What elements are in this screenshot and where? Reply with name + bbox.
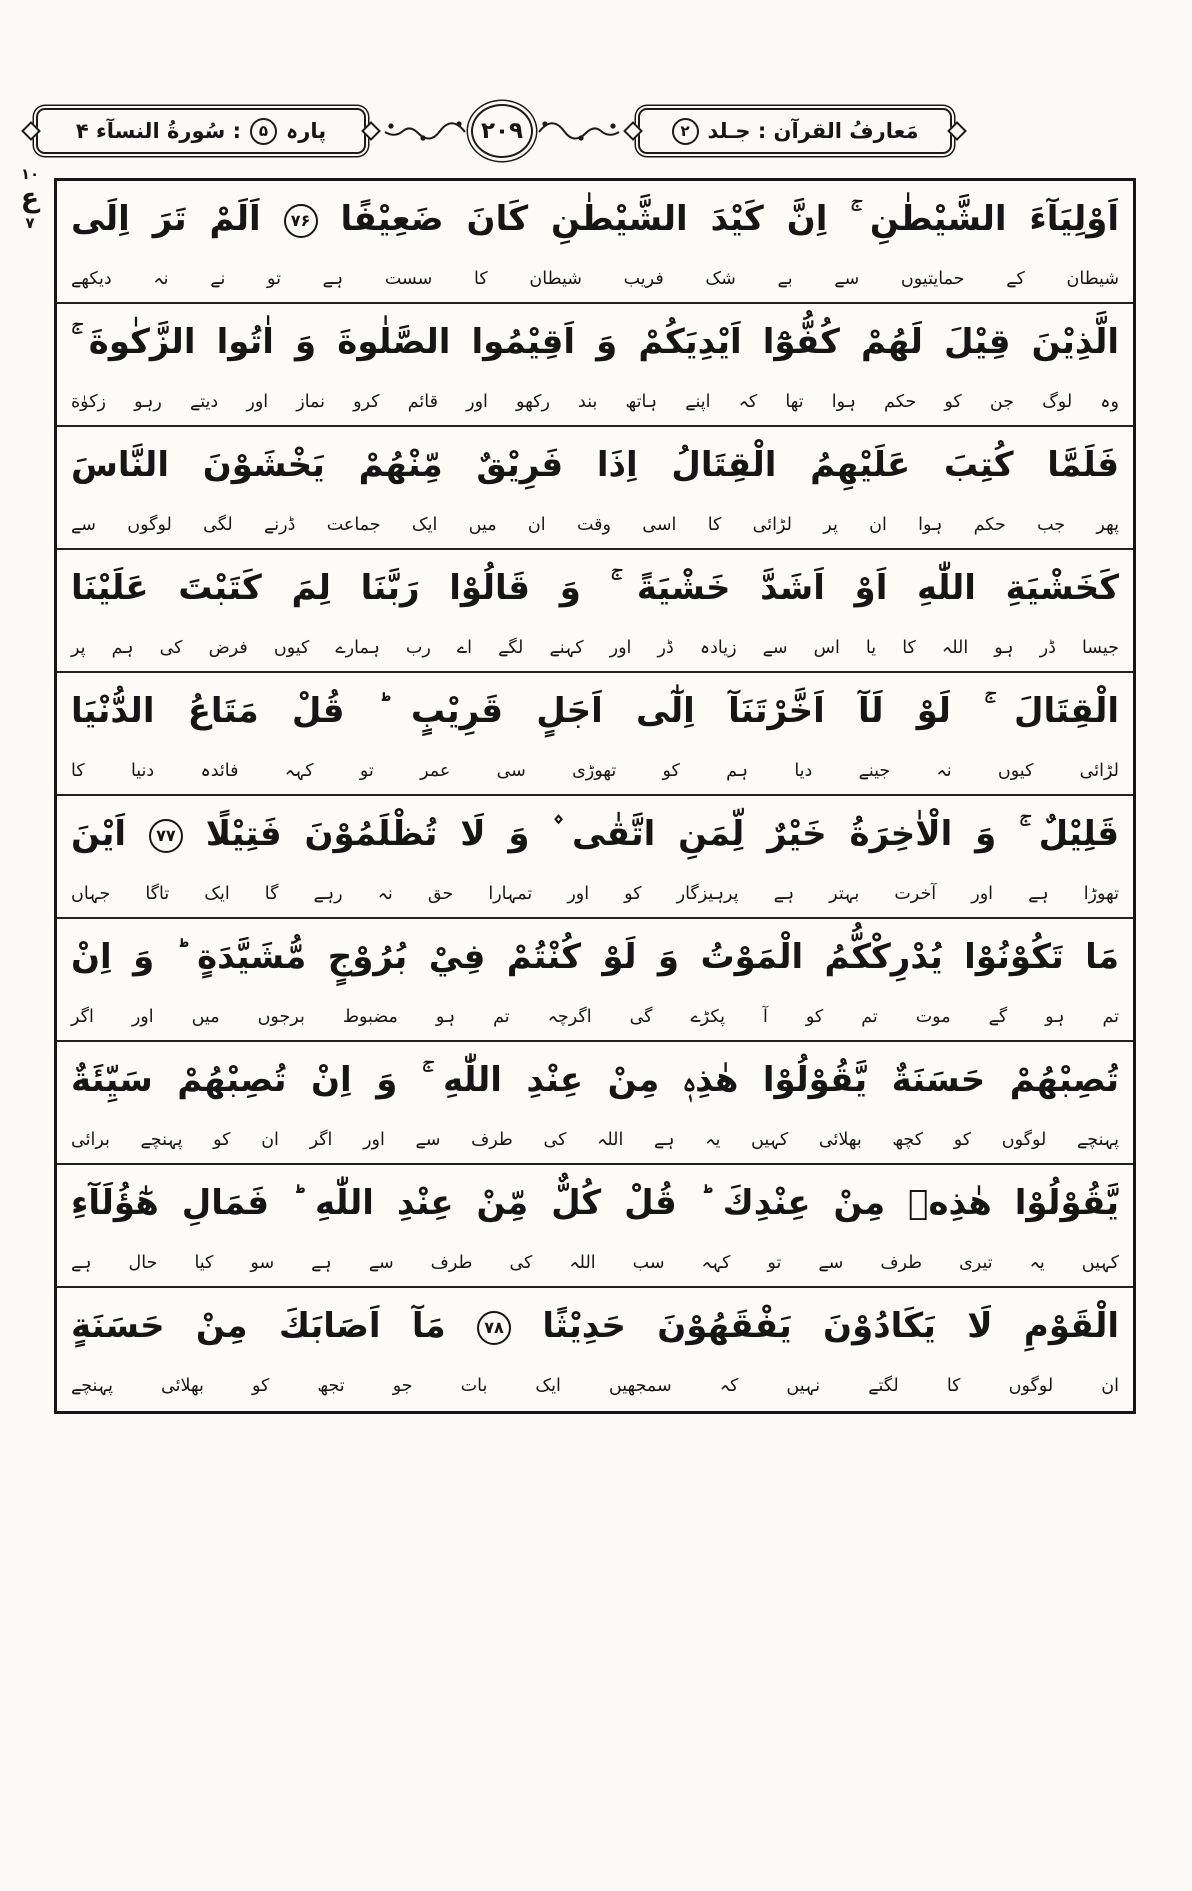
urdu-translation-line: شیطان کے حمایتیوں سے بے شک فریب شیطان کا سست ہے تو نے نہ دیکھے	[57, 259, 1133, 304]
urdu-translation-line: پہنچے لوگوں کو کچھ بھلائی کہیں یہ ہے اللہ کی طرف سے اور اگر ان کو پہنچے برائی	[57, 1120, 1133, 1165]
urdu-translation-line: تھوڑا ہے اور آخرت بہتر ہے پرہیزگار کو اور تمہارا حق نہ رہے گا ایک تاگا جہاں	[57, 874, 1133, 919]
margin-ruku-marks	[12, 166, 48, 232]
quran-arabic-line: الَّذِيْنَ قِيْلَ لَهُمْ كُفُّوْٓا اَيْدِيَكُمْ وَ اَقِيْمُوا الصَّلٰوةَ وَ اٰتُوا الزَّكٰوةَ ۚ	[71, 322, 1119, 362]
page-number: ۲۰۹	[471, 104, 533, 158]
arabic-verse-text: اَوْلِيَآءَ الشَّيْطٰنِ ۚ اِنَّ كَيْدَ الشَّيْطٰنِ كَانَ ضَعِيْفًا	[340, 199, 1119, 239]
surah-label: : سُورةُ النسآء ۴	[75, 119, 241, 143]
quran-arabic-line: الْقِتَالَ ۚ لَوْ لَآ اَخَّرْتَنَآ اِلٰٓى اَجَلٍ قَرِيْبٍ ؕ قُلْ مَتَاعُ الدُّنْيَا	[71, 691, 1119, 731]
book-title: مَعارفُ القرآن : جـلد	[707, 119, 919, 143]
ornament-flourish-left	[383, 111, 467, 151]
ruku-ain-mark: ع	[20, 183, 40, 214]
margin-number-top: ۱۰	[20, 165, 40, 183]
page-number-ornament	[383, 104, 621, 158]
arabic-verse-text: الْقَوْمِ لَا يَكَادُوْنَ يَفْقَهُوْنَ حَدِيْثًا	[542, 1306, 1120, 1346]
urdu-translation-line: تم ہو گے موت تم کو آ پکڑے گی اگرچہ تم ہو مضبوط برجوں میں اور اگر	[57, 997, 1133, 1042]
book-title-cartouche	[638, 108, 952, 154]
quran-arabic-line: فَلَمَّا كُتِبَ عَلَيْهِمُ الْقِتَالُ اِذَا فَرِيْقٌ مِّنْهُمْ يَخْشَوْنَ النَّاسَ	[71, 445, 1119, 485]
arabic-verse-text: مَآ اَصَابَكَ مِنْ حَسَنَةٍ	[71, 1306, 446, 1346]
quran-arabic-line: تُصِبْهُمْ حَسَنَةٌ يَّقُوْلُوْا هٰذِهٖ مِنْ عِنْدِ اللّٰهِ ۚ وَ اِنْ تُصِبْهُمْ سَيِّئَةٌ	[71, 1060, 1119, 1100]
page-header	[36, 102, 952, 160]
urdu-translation-line: پھر جب حکم ہوا ان پر لڑائی کا اسی وقت ان میں ایک جماعت ڈرنے لگی لوگوں سے	[57, 505, 1133, 550]
ornament-flourish-right	[537, 111, 621, 151]
quran-arabic-line	[57, 1288, 1133, 1366]
urdu-translation-line: ان لوگوں کا لگتے نہیں کہ سمجھیں ایک بات جو تجھ کو بھلائی پہنچے	[71, 1376, 1119, 1396]
quran-arabic-line: يَّقُوْلُوْا هٰذِهٖ مِنْ عِنْدِكَ ؕ قُلْ كُلٌّ مِّنْ عِنْدِ اللّٰهِ ؕ فَمَالِ هٰٓؤُلَآءِ	[71, 1183, 1119, 1223]
arabic-verse-text: اَلَمْ تَرَ اِلَى	[71, 199, 261, 239]
quran-arabic-line: كَخَشْيَةِ اللّٰهِ اَوْ اَشَدَّ خَشْيَةً ۚ وَ قَالُوْا رَبَّنَا لِمَ كَتَبْتَ عَلَيْنَا	[71, 568, 1119, 608]
ayah-number-badge: ۷۶	[284, 204, 318, 238]
urdu-translation-line: کہیں یہ تیری طرف سے تو کہہ سب اللہ کی طرف سے ہے سو کیا حال ہے	[57, 1243, 1133, 1288]
arabic-verse-text: اَيْنَ	[71, 814, 127, 854]
ayah-number-badge: ۷۷	[149, 819, 183, 853]
para-surah-cartouche	[36, 108, 366, 154]
quran-arabic-line: مَا تَكُوْنُوْا يُدْرِكْكُّمُ الْمَوْتُ وَ لَوْ كُنْتُمْ فِيْ بُرُوْجٍ مُّشَيَّدَةٍ ؕ وَ اِنْ	[71, 937, 1119, 977]
para-label: پارہ	[285, 119, 327, 143]
urdu-translation-line: وہ لوگ جن کو حکم ہوا تھا کہ اپنے ہاتھ بند رکھو اور قائم کرو نماز اور دیتے رہو زکوٰة	[57, 382, 1133, 427]
urdu-translation-line: جیسا ڈر ہو اللہ کا یا اس سے زیادہ ڈر اور کہنے لگے اے رب ہمارے کیوں فرض کی ہم پر	[57, 628, 1133, 673]
quran-arabic-line	[57, 796, 1133, 874]
para-number-badge: ۵	[250, 118, 277, 145]
quran-arabic-line	[57, 181, 1133, 259]
arabic-verse-text: قَلِيْلٌ ۚ وَ الْاٰخِرَةُ خَيْرٌ لِّمَنِ اتَّقٰى ۫ وَ لَا تُظْلَمُوْنَ فَتِيْلًا	[205, 814, 1119, 854]
urdu-translation-line: لڑائی کیوں نہ جینے دیا ہم کو تھوڑی سی عمر تو کہہ فائدہ دنیا کا	[57, 751, 1133, 796]
quran-text-frame	[54, 178, 1136, 1414]
ayah-number-badge: ۷۸	[477, 1311, 511, 1345]
margin-number-bottom: ۷	[25, 214, 35, 232]
volume-number-badge: ۲	[672, 118, 699, 145]
